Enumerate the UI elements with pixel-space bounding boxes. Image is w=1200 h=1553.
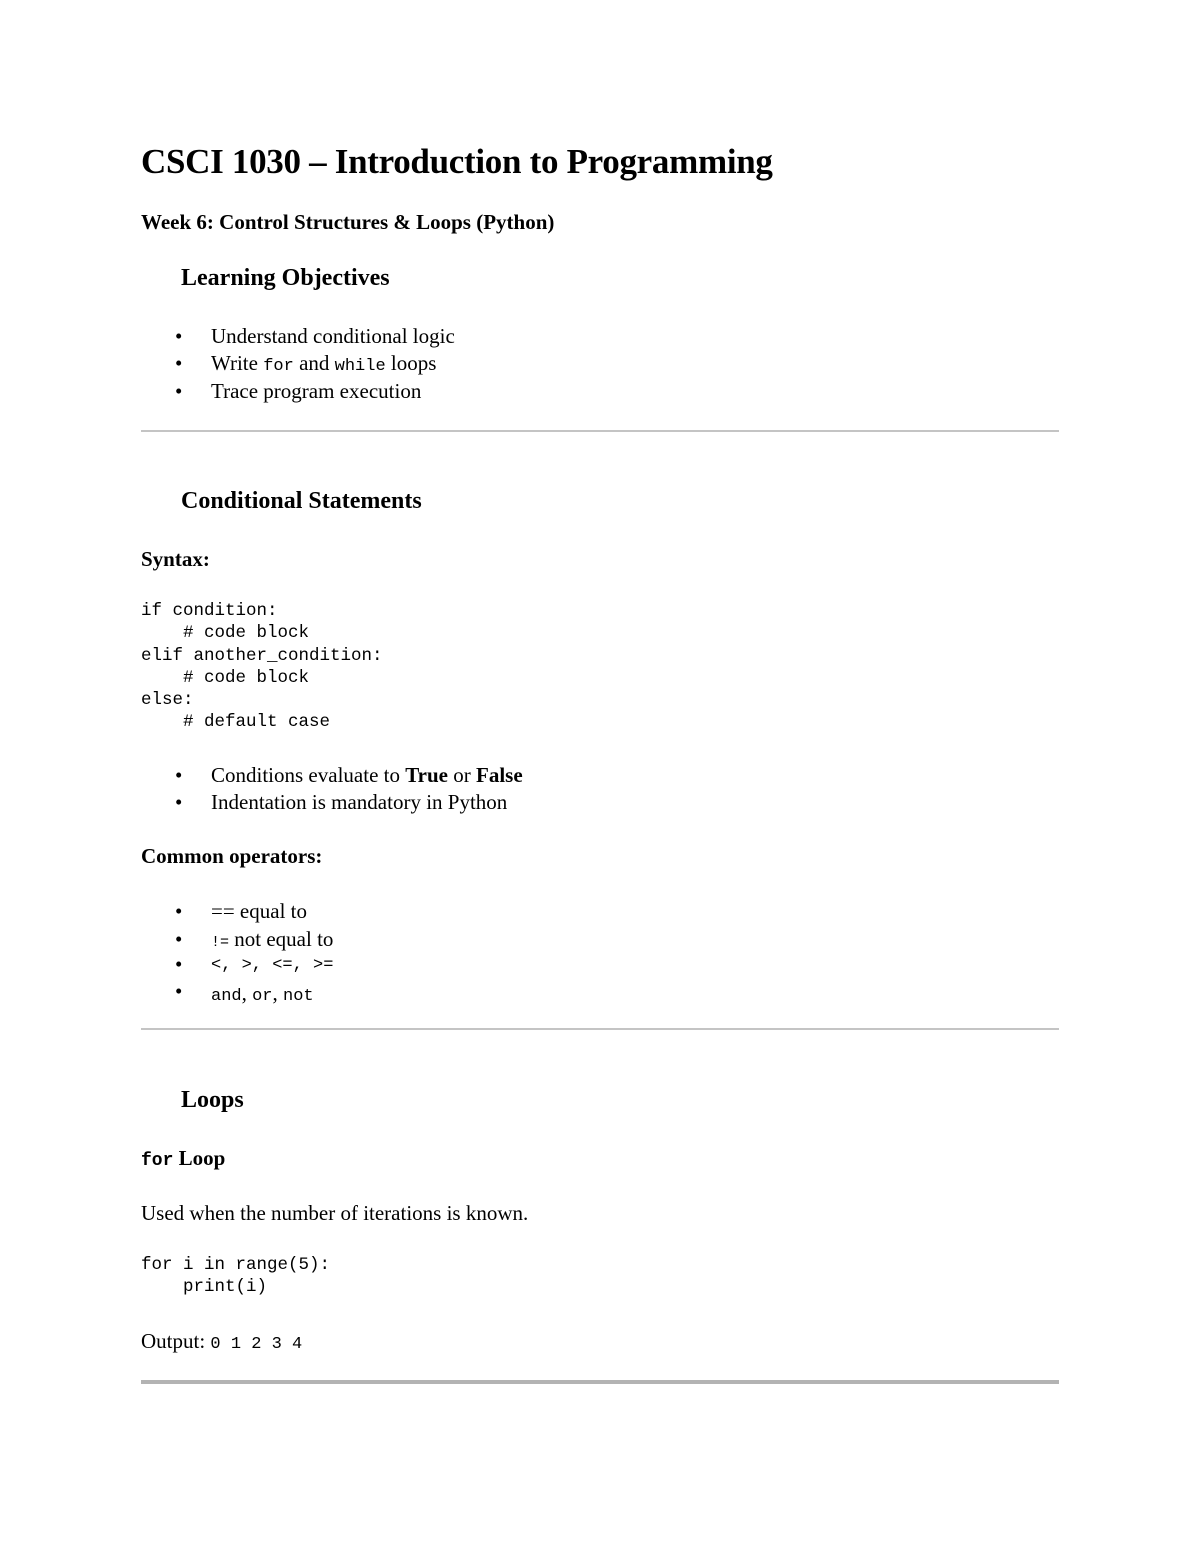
- conditional-note-1: [211, 763, 523, 788]
- section-divider: [141, 1380, 1059, 1384]
- note-text: or: [448, 763, 477, 787]
- bullet-icon: •: [175, 790, 183, 814]
- bullet-icon: •: [175, 899, 183, 923]
- separator: ,: [241, 981, 253, 1005]
- syntax-label: Syntax:: [141, 547, 210, 571]
- for-loop-title: Loop: [173, 1146, 226, 1170]
- objective-item-3: Trace program execution: [211, 379, 422, 403]
- objective-text: loops: [385, 351, 437, 375]
- inline-code-or: or: [252, 987, 273, 1006]
- inline-code-and: and: [211, 987, 242, 1006]
- for-loop-description: Used when the number of iterations is known.: [141, 1201, 529, 1225]
- operators-label: Common operators:: [141, 844, 323, 868]
- operator-logic: [211, 981, 314, 1006]
- bullet-icon: •: [175, 979, 183, 1003]
- page-title: CSCI 1030 – Introduction to Programming: [141, 142, 773, 181]
- bullet-icon: •: [175, 324, 183, 348]
- loops-heading: Loops: [181, 1087, 244, 1113]
- operator-compare: <, >, <=, >=: [211, 956, 334, 975]
- inline-code-neq: !=: [211, 934, 230, 951]
- inline-code-not: not: [283, 987, 314, 1006]
- inline-code-while: while: [334, 357, 386, 376]
- keyword-false: False: [476, 763, 523, 787]
- conditional-code-block: if condition: # code block elif another_condition: # code block else: # default case: [141, 601, 383, 733]
- separator: ,: [272, 981, 284, 1005]
- bullet-icon: •: [175, 351, 183, 375]
- for-loop-output: [141, 1329, 302, 1354]
- inline-code-for: for: [141, 1151, 174, 1171]
- keyword-true: True: [405, 763, 449, 787]
- operator-equal: == equal to: [211, 899, 307, 923]
- note-text: Conditions evaluate to: [211, 763, 406, 787]
- bullet-icon: •: [175, 927, 183, 951]
- conditionals-heading: Conditional Statements: [181, 488, 422, 514]
- section-divider: [141, 1028, 1059, 1030]
- bullet-icon: •: [175, 379, 183, 403]
- objective-item-2: [211, 351, 436, 376]
- operator-text: not equal to: [229, 927, 334, 951]
- conditional-note-2: Indentation is mandatory in Python: [211, 790, 508, 814]
- objective-text: and: [293, 351, 335, 375]
- operator-not-equal: [211, 927, 333, 952]
- for-loop-heading: [141, 1146, 225, 1171]
- output-label: Output:: [141, 1329, 211, 1353]
- for-loop-code-block: for i in range(5): print(i): [141, 1255, 331, 1298]
- inline-code-for: for: [263, 357, 294, 376]
- objective-text: Write: [211, 351, 264, 375]
- output-value: 0 1 2 3 4: [210, 1335, 303, 1354]
- bullet-icon: •: [175, 952, 183, 976]
- bullet-icon: •: [175, 763, 183, 787]
- page-subtitle: Week 6: Control Structures & Loops (Python): [141, 210, 555, 234]
- objectives-heading: Learning Objectives: [181, 265, 390, 291]
- objective-item-1: Understand conditional logic: [211, 324, 455, 348]
- section-divider: [141, 430, 1059, 432]
